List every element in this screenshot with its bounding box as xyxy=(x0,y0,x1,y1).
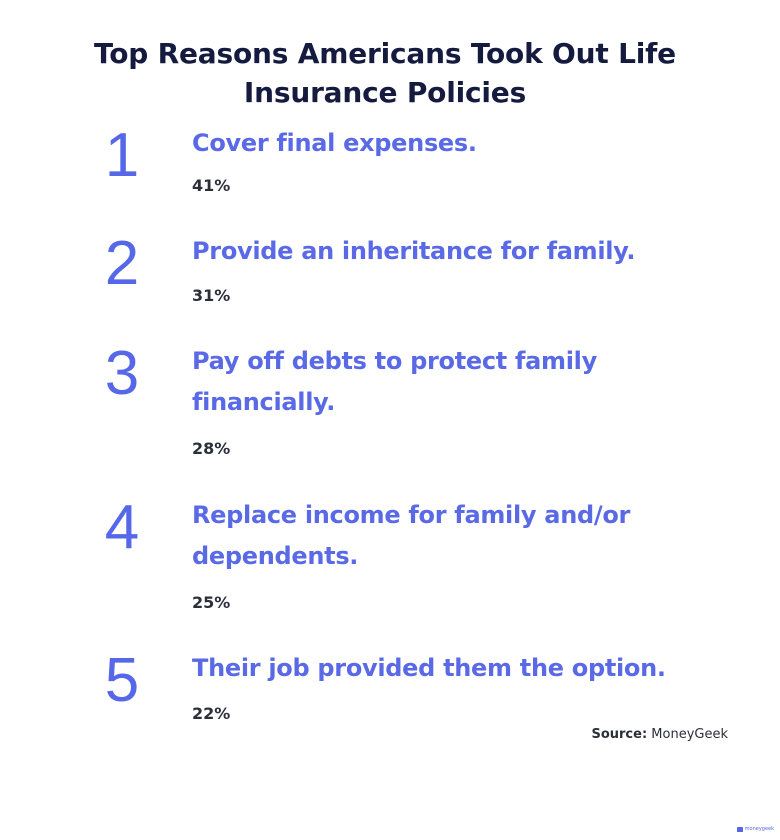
percent-value: 41% xyxy=(192,176,231,195)
rank-number: 3 xyxy=(104,339,140,408)
rank-number: 4 xyxy=(104,493,140,562)
reason-text: Provide an inheritance for family. xyxy=(192,237,636,265)
source-note xyxy=(591,727,728,742)
house-icon xyxy=(737,827,743,832)
rank-number: 1 xyxy=(104,121,140,190)
rank-number: 2 xyxy=(104,229,140,298)
moneygeek-logo xyxy=(737,827,774,832)
percent-value: 25% xyxy=(192,593,231,612)
reason-text: Their job provided them the option. xyxy=(192,654,666,682)
rank-number: 5 xyxy=(104,646,140,715)
percent-value: 28% xyxy=(192,439,231,458)
percent-value: 31% xyxy=(192,286,231,305)
logo-text: moneygeek xyxy=(744,826,774,832)
source-value: MoneyGeek xyxy=(651,727,728,742)
source-label: Source: xyxy=(591,727,648,742)
reason-text: Pay off debts to protect family financially. xyxy=(192,347,597,416)
page-title: Top Reasons Americans Took Out Life Insurance Policies xyxy=(94,37,676,109)
reason-text: Replace income for family and/or dependents. xyxy=(192,501,631,570)
percent-value: 22% xyxy=(192,704,231,723)
reason-text: Cover final expenses. xyxy=(192,129,477,157)
